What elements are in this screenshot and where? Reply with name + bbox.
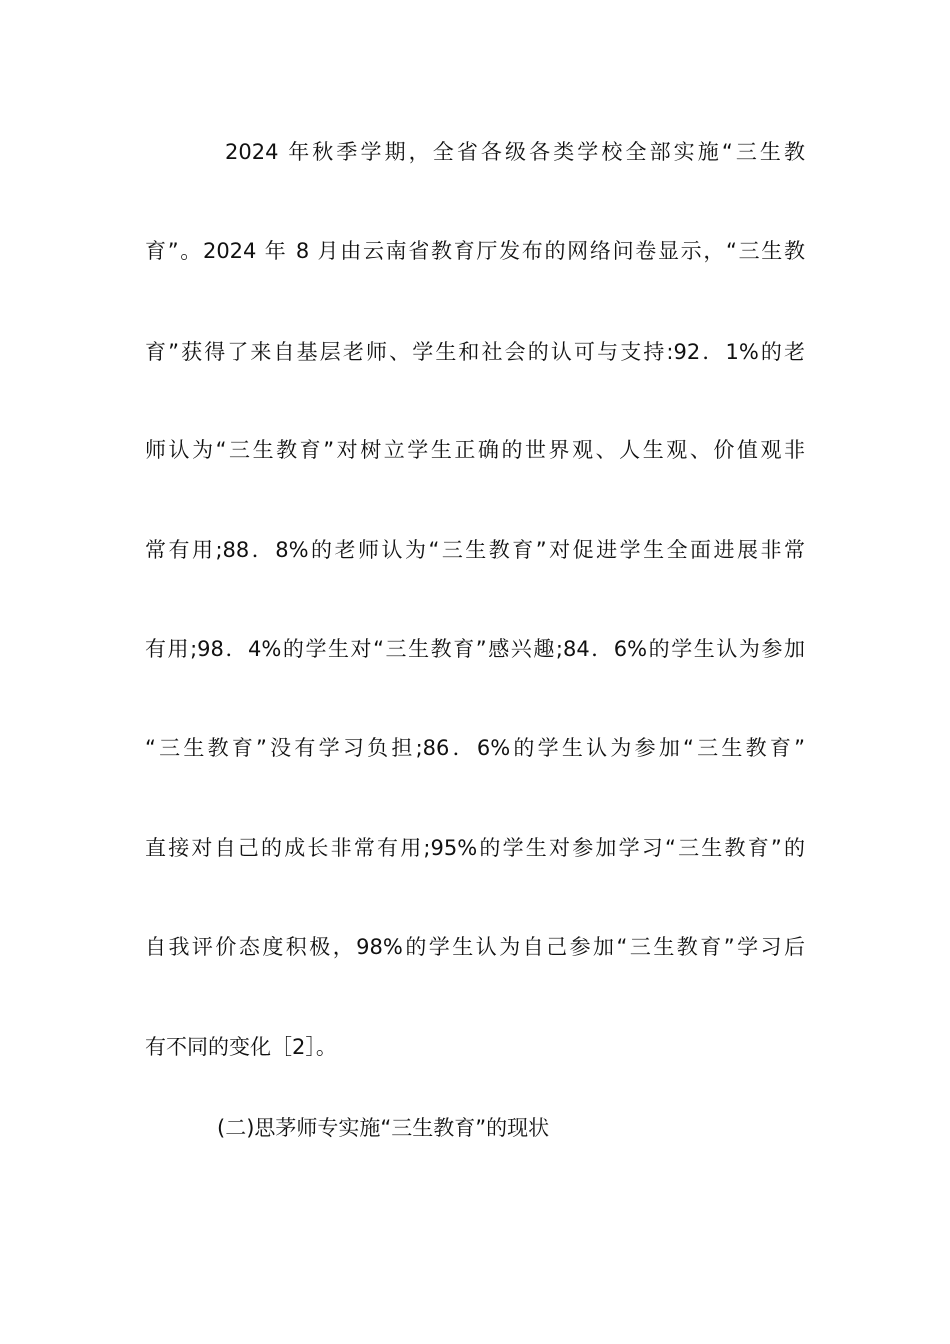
paragraph-line-3: 育”获得了来自基层老师、学生和社会的认可与支持:92．1%的老 bbox=[145, 340, 805, 364]
section-heading: (二)思茅师专实施“三生教育”的现状 bbox=[217, 1116, 550, 1140]
paragraph-line-6: 有用;98．4%的学生对“三生教育”感兴趣;84．6%的学生认为参加 bbox=[145, 637, 805, 661]
paragraph-line-1: 2024 年秋季学期，全省各级各类学校全部实施“三生教 bbox=[225, 140, 805, 164]
paragraph-line-10: 有不同的变化［2］。 bbox=[145, 1035, 337, 1059]
paragraph-line-7: “三生教育”没有学习负担;86．6%的学生认为参加“三生教育” bbox=[145, 736, 805, 760]
paragraph-line-8: 直接对自己的成长非常有用;95%的学生对参加学习“三生教育”的 bbox=[145, 836, 805, 860]
paragraph-line-9: 自我评价态度积极，98%的学生认为自己参加“三生教育”学习后 bbox=[145, 935, 805, 959]
paragraph-line-5: 常有用;88．8%的老师认为“三生教育”对促进学生全面进展非常 bbox=[145, 538, 805, 562]
paragraph-line-2: 育”。2024 年 8 月由云南省教育厅发布的网络问卷显示，“三生教 bbox=[145, 239, 805, 263]
paragraph-line-4: 师认为“三生教育”对树立学生正确的世界观、人生观、价值观非 bbox=[145, 438, 805, 462]
